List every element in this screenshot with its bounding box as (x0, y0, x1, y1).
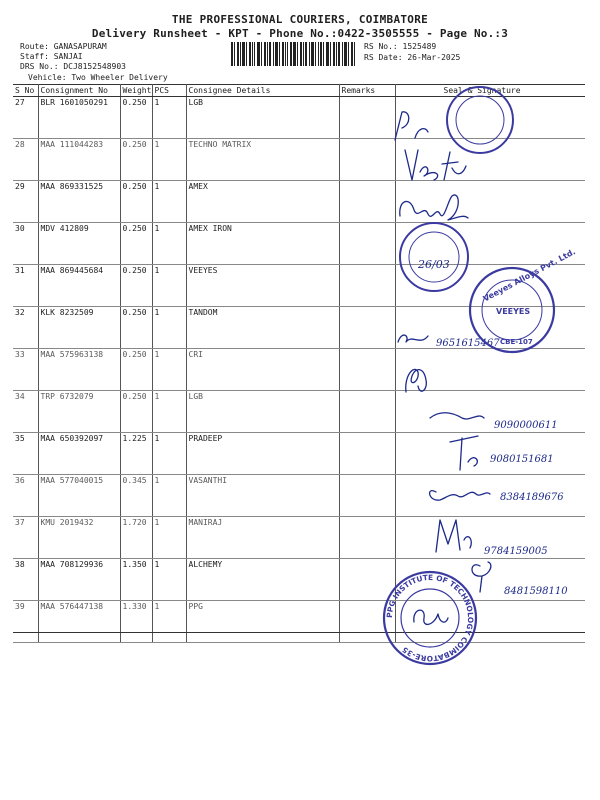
col-header-remarks: Remarks (339, 85, 395, 97)
cell-sno: 31 (13, 265, 38, 307)
signature-28 (405, 150, 466, 180)
cell-weight: 1.330 (120, 601, 152, 643)
document-subtitle: Delivery Runsheet - KPT - Phone No.:0422-3505555 - Page No.:3 (91, 27, 509, 40)
document-title: THE PROFESSIONAL COURIERS, COIMBATORE (171, 13, 429, 26)
cell-consignee: VEEYES (186, 265, 339, 307)
cell-pcs: 1 (152, 139, 186, 181)
cell-sno: 32 (13, 307, 38, 349)
cell-sno: 37 (13, 517, 38, 559)
cell-consignment: MAA 708129936 (38, 559, 120, 601)
cell-consignee: MANIRAJ (186, 517, 339, 559)
cell-consignee: LGB (186, 97, 339, 139)
cell-pcs: 1 (152, 181, 186, 223)
cell-pcs: 1 (152, 97, 186, 139)
cell-consignment: TRP 6732079 (38, 391, 120, 433)
col-header-sno: S No (13, 85, 38, 97)
cell-pcs: 1 (152, 475, 186, 517)
cell-sno: 28 (13, 139, 38, 181)
cell-weight: 0.250 (120, 181, 152, 223)
signature-36 (430, 491, 490, 501)
lgb-stamp (395, 87, 513, 153)
signature-33 (406, 369, 427, 392)
phone-31: 9651615467 (436, 338, 500, 349)
svg-text:PPG INSTITUTE OF TECHNOLOGY CO (385, 573, 475, 663)
ppg-ring-text: PPG INSTITUTE OF TECHNOLOGY COIMBATORE-35 (384, 572, 476, 664)
cell-weight: 0.250 (120, 391, 152, 433)
signature-38 (472, 562, 491, 592)
veeyes-line3: CBE-107 (500, 338, 533, 346)
cell-sno: 38 (13, 559, 38, 601)
cell-sno: 27 (13, 97, 38, 139)
cell-consignment: MDV 412809 (38, 223, 120, 265)
cell-consignment: MAA 869445684 (38, 265, 120, 307)
cell-consignment: MAA 575963138 (38, 349, 120, 391)
vehicle-text: Vehicle: Two Wheeler Delivery (28, 73, 168, 82)
route-text: Route: GANASAPURAM (20, 42, 107, 51)
cell-sno: 36 (13, 475, 38, 517)
cell-consignee: PPG (186, 601, 339, 643)
cell-consignment: MAA 111044283 (38, 139, 120, 181)
cell-sno: 35 (13, 433, 38, 475)
veeyes-line1: Veeyes Alloys Pvt. Ltd. (481, 247, 577, 304)
phone-34: 9090000611 (494, 420, 558, 431)
cell-weight: 0.250 (120, 97, 152, 139)
staff-text: Staff: SANJAI (20, 52, 83, 61)
col-header-consignment: Consignment No (38, 85, 120, 97)
cell-weight: 0.250 (120, 349, 152, 391)
cell-pcs: 1 (152, 349, 186, 391)
ppg-stamp (384, 572, 476, 664)
phone-36: 8384189676 (500, 492, 564, 503)
cell-pcs: 1 (152, 265, 186, 307)
cell-sno: 29 (13, 181, 38, 223)
cell-consignee: PRADEEP (186, 433, 339, 475)
cell-sno: 33 (13, 349, 38, 391)
cell-consignment: MAA 576447138 (38, 601, 120, 643)
cell-consignee: AMEX (186, 181, 339, 223)
rs-date: RS Date: 26-Mar-2025 (364, 53, 461, 62)
cell-consignee: TECHNO MATRIX (186, 139, 339, 181)
drs-number: DRS No.: DCJ8152548903 (20, 62, 126, 71)
cell-pcs: 1 (152, 601, 186, 643)
cell-consignment: MAA 650392097 (38, 433, 120, 475)
cell-pcs: 1 (152, 517, 186, 559)
cell-consignment: KMU 2019432 (38, 517, 120, 559)
rs-number: RS No.: 1525489 (364, 42, 437, 51)
cell-consignment: MAA 577040015 (38, 475, 120, 517)
cell-consignment: KLK 8232509 (38, 307, 120, 349)
phone-38: 8481598110 (504, 586, 568, 597)
col-header-signature: Seal & Signature (395, 85, 585, 97)
cell-sno: 30 (13, 223, 38, 265)
cell-weight: 0.250 (120, 265, 152, 307)
cell-consignee: VASANTHI (186, 475, 339, 517)
cell-consignee: CRI (186, 349, 339, 391)
signature-34 (430, 413, 484, 419)
cell-weight: 1.350 (120, 559, 152, 601)
col-header-consignee: Consignee Details (186, 85, 339, 97)
cell-weight: 0.250 (120, 307, 152, 349)
cell-pcs: 1 (152, 307, 186, 349)
cell-consignee: LGB (186, 391, 339, 433)
signature-31 (398, 335, 428, 342)
date-30: 26/03 (418, 258, 450, 271)
cell-pcs: 1 (152, 559, 186, 601)
veeyes-line2: VEEYES (496, 307, 531, 316)
phone-37: 9784159005 (484, 546, 548, 557)
cell-pcs: 1 (152, 223, 186, 265)
cell-consignee: TANDOM (186, 307, 339, 349)
cell-weight: 0.250 (120, 223, 152, 265)
cell-weight: 1.225 (120, 433, 152, 475)
cell-weight: 0.345 (120, 475, 152, 517)
cell-consignee: ALCHEMY (186, 559, 339, 601)
cell-weight: 0.250 (120, 139, 152, 181)
cell-consignment: BLR 1601050291 (38, 97, 120, 139)
cell-sno: 39 (13, 601, 38, 643)
cell-consignment: MAA 869331525 (38, 181, 120, 223)
cell-sno: 34 (13, 391, 38, 433)
col-header-pcs: PCS (152, 85, 186, 97)
veeyes-stamp (470, 247, 577, 352)
phone-35: 9080151681 (490, 454, 554, 465)
signature-35 (450, 436, 478, 470)
cell-pcs: 1 (152, 433, 186, 475)
date-stamp-30 (400, 223, 468, 291)
signature-29 (400, 195, 468, 220)
cell-pcs: 1 (152, 391, 186, 433)
col-header-weight: Weight (120, 85, 152, 97)
cell-weight: 1.720 (120, 517, 152, 559)
cell-consignee: AMEX IRON (186, 223, 339, 265)
signature-37 (436, 520, 471, 552)
